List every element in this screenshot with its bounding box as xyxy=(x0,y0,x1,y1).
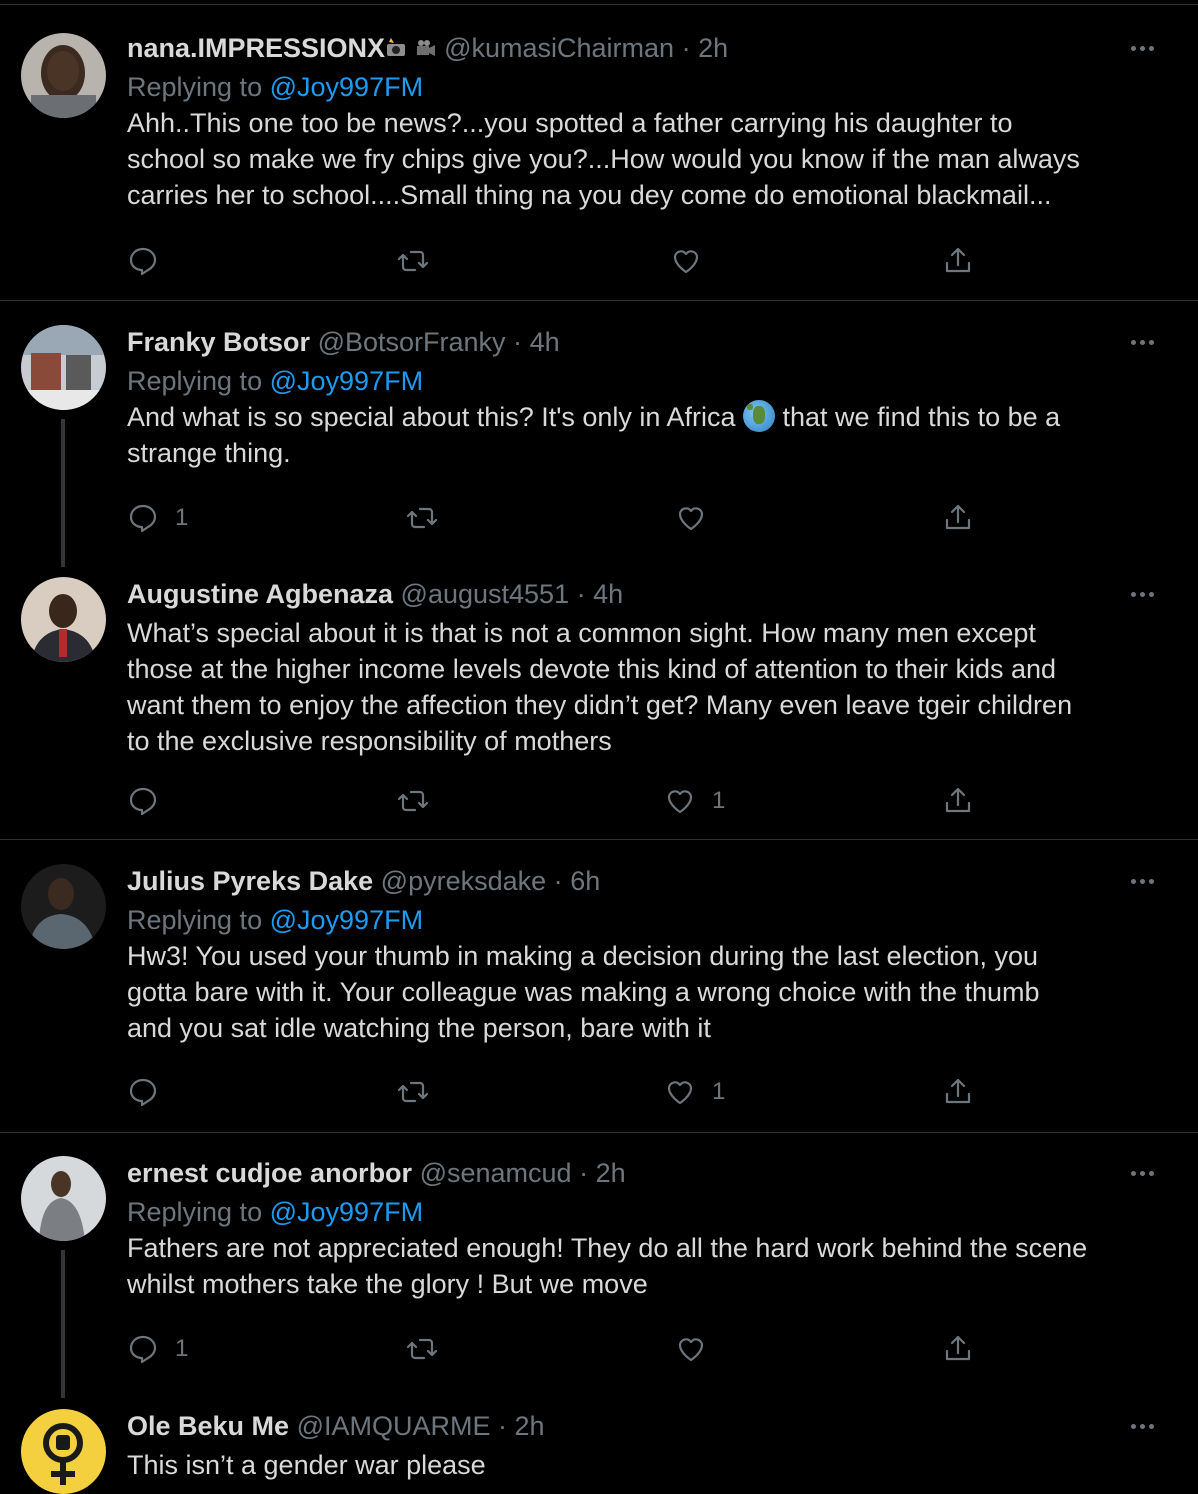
thread-line xyxy=(61,419,65,567)
handle[interactable]: @kumasiChairman xyxy=(444,33,675,63)
avatar[interactable] xyxy=(21,864,106,949)
avatar[interactable] xyxy=(21,1409,106,1494)
more-options-icon[interactable] xyxy=(1122,31,1162,65)
reply-count: 1 xyxy=(175,1335,189,1362)
text-line: those at the higher income levels devote this kind of attention to their kids and xyxy=(127,654,1057,684)
tweet-header xyxy=(127,577,1162,611)
share-icon xyxy=(942,502,974,534)
replying-to xyxy=(127,69,1162,105)
retweet-button[interactable] xyxy=(397,781,445,821)
text-line: What’s special about it is that is not a common sight. How many men except xyxy=(127,618,1036,648)
avatar[interactable] xyxy=(21,577,106,662)
movie-camera-icon xyxy=(415,37,437,59)
heart-icon xyxy=(675,502,707,534)
reply-button[interactable] xyxy=(127,241,175,281)
retweet-button[interactable] xyxy=(406,1329,454,1369)
text-line: gotta bare with it. Your colleague was making a wrong choice with the thumb xyxy=(127,977,1040,1007)
reply-icon xyxy=(127,502,159,534)
separator: · xyxy=(681,33,691,63)
mention-link[interactable]: @Joy997FM xyxy=(269,905,424,935)
display-name[interactable]: Franky Botsor xyxy=(127,327,311,357)
like-button[interactable] xyxy=(664,1072,725,1112)
tweet-text xyxy=(127,1447,1162,1483)
share-icon xyxy=(942,785,974,817)
replying-label: Replying to xyxy=(127,366,263,396)
action-bar xyxy=(127,1329,977,1369)
retweet-button[interactable] xyxy=(397,241,445,281)
share-button[interactable] xyxy=(942,241,974,281)
replying-to xyxy=(127,1194,1162,1230)
reply-button[interactable] xyxy=(127,781,175,821)
text-segment: that we find this to be a xyxy=(782,402,1061,432)
action-bar xyxy=(127,498,977,538)
avatar[interactable] xyxy=(21,325,106,410)
reply-icon xyxy=(127,1333,159,1365)
tweet-header xyxy=(127,1409,1162,1443)
female-fist-icon xyxy=(21,1409,106,1494)
tweet-text xyxy=(127,105,1162,213)
retweet-icon xyxy=(406,502,438,534)
handle[interactable]: @BotsorFranky xyxy=(317,327,506,357)
separator: · xyxy=(513,327,523,357)
text-line: Ahh..This one too be news?...you spotted a father carrying his daughter to xyxy=(127,108,1013,138)
text-line: school so make we fry chips give you?...How would you know if the man always xyxy=(127,144,1080,174)
share-button[interactable] xyxy=(942,781,974,821)
tweet-header xyxy=(127,864,1162,898)
mention-link[interactable]: @Joy997FM xyxy=(269,1197,424,1227)
timestamp[interactable]: 6h xyxy=(570,866,601,896)
tweet[interactable] xyxy=(0,4,1198,301)
retweet-button[interactable] xyxy=(397,1072,445,1112)
like-button[interactable] xyxy=(670,241,718,281)
share-button[interactable] xyxy=(942,498,974,538)
retweet-icon xyxy=(397,245,429,277)
display-name[interactable]: Julius Pyreks Dake xyxy=(127,866,374,896)
more-options-icon[interactable] xyxy=(1122,1156,1162,1190)
tweet-header xyxy=(127,1156,1162,1190)
tweet[interactable] xyxy=(0,559,1198,840)
display-name[interactable]: Ole Beku Me xyxy=(127,1411,290,1441)
avatar[interactable] xyxy=(21,1156,106,1241)
handle[interactable]: @pyreksdake xyxy=(380,866,547,896)
reply-button[interactable] xyxy=(127,498,188,538)
reply-icon xyxy=(127,785,159,817)
share-button[interactable] xyxy=(942,1072,974,1112)
like-button[interactable] xyxy=(664,781,725,821)
retweet-button[interactable] xyxy=(406,498,454,538)
display-name[interactable]: nana.IMPRESSIONX xyxy=(127,33,386,63)
like-count: 1 xyxy=(712,787,726,814)
globe-africa-icon xyxy=(743,400,775,432)
handle[interactable]: @august4551 xyxy=(400,579,570,609)
more-options-icon[interactable] xyxy=(1122,577,1162,611)
text-line: carries her to school....Small thing na you dey come do emotional blackmail... xyxy=(127,180,1052,210)
share-icon xyxy=(942,1076,974,1108)
reply-button[interactable] xyxy=(127,1072,175,1112)
replying-label: Replying to xyxy=(127,72,263,102)
text-line: strange thing. xyxy=(127,438,291,468)
retweet-icon xyxy=(397,1076,429,1108)
tweet-text xyxy=(127,938,1162,1046)
tweet-text xyxy=(127,615,1162,759)
mention-link[interactable]: @Joy997FM xyxy=(269,366,424,396)
timestamp[interactable]: 2h xyxy=(514,1411,545,1441)
replying-label: Replying to xyxy=(127,1197,263,1227)
handle[interactable]: @IAMQUARME xyxy=(296,1411,491,1441)
more-options-icon[interactable] xyxy=(1122,325,1162,359)
heart-icon xyxy=(664,785,696,817)
like-button[interactable] xyxy=(675,498,723,538)
handle[interactable]: @senamcud xyxy=(419,1158,572,1188)
text-line: Fathers are not appreciated enough! They do all the hard work behind the scene xyxy=(127,1233,1088,1263)
timestamp[interactable]: 2h xyxy=(698,33,729,63)
avatar[interactable] xyxy=(21,33,106,118)
share-button[interactable] xyxy=(942,1329,974,1369)
text-line: to the exclusive responsibility of mothers xyxy=(127,726,612,756)
retweet-icon xyxy=(406,1333,438,1365)
camera-flash-icon xyxy=(385,37,407,59)
text-line: and you sat idle watching the person, bare with it xyxy=(127,1013,711,1043)
action-bar xyxy=(127,241,977,281)
timestamp[interactable]: 4h xyxy=(593,579,624,609)
text-line: whilst mothers take the glory ! But we move xyxy=(127,1269,648,1299)
tweet[interactable] xyxy=(0,301,1198,559)
display-name[interactable]: Augustine Agbenaza xyxy=(127,579,394,609)
tweet[interactable] xyxy=(0,1391,1198,1488)
more-options-icon[interactable] xyxy=(1122,1409,1162,1443)
reply-button[interactable] xyxy=(127,1329,188,1369)
tweet-text xyxy=(127,399,1162,471)
thread-line xyxy=(61,1250,65,1398)
text-segment: And what is so special about this? It's only in Africa xyxy=(127,402,736,432)
reply-icon xyxy=(127,245,159,277)
share-icon xyxy=(942,245,974,277)
tweet[interactable] xyxy=(0,840,1198,1133)
tweet-header xyxy=(127,325,1162,359)
timestamp[interactable]: 4h xyxy=(529,327,560,357)
replying-to xyxy=(127,902,1162,938)
more-options-icon[interactable] xyxy=(1122,864,1162,898)
heart-icon xyxy=(670,245,702,277)
text-line: want them to enjoy the affection they didn’t get? Many even leave tgeir children xyxy=(127,690,1073,720)
reply-icon xyxy=(127,1076,159,1108)
separator: · xyxy=(498,1411,508,1441)
heart-icon xyxy=(675,1333,707,1365)
display-name[interactable]: ernest cudjoe anorbor xyxy=(127,1158,413,1188)
action-bar xyxy=(127,781,977,821)
tweet[interactable] xyxy=(0,1133,1198,1391)
text-line xyxy=(127,399,1162,435)
like-button[interactable] xyxy=(675,1329,723,1369)
retweet-icon xyxy=(397,785,429,817)
separator: · xyxy=(576,579,586,609)
action-bar xyxy=(127,1072,977,1112)
text-line: Hw3! You used your thumb in making a decision during the last election, you xyxy=(127,941,1039,971)
mention-link[interactable]: @Joy997FM xyxy=(269,72,424,102)
like-count: 1 xyxy=(712,1078,726,1105)
share-icon xyxy=(942,1333,974,1365)
text-line: This isn’t a gender war please xyxy=(127,1450,486,1480)
replying-label: Replying to xyxy=(127,905,263,935)
tweet-text xyxy=(127,1230,1162,1302)
separator: · xyxy=(553,866,563,896)
tweet-header xyxy=(127,31,1162,65)
replying-to xyxy=(127,363,1162,399)
heart-icon xyxy=(664,1076,696,1108)
separator: · xyxy=(579,1158,589,1188)
timestamp[interactable]: 2h xyxy=(595,1158,626,1188)
reply-count: 1 xyxy=(175,504,189,531)
